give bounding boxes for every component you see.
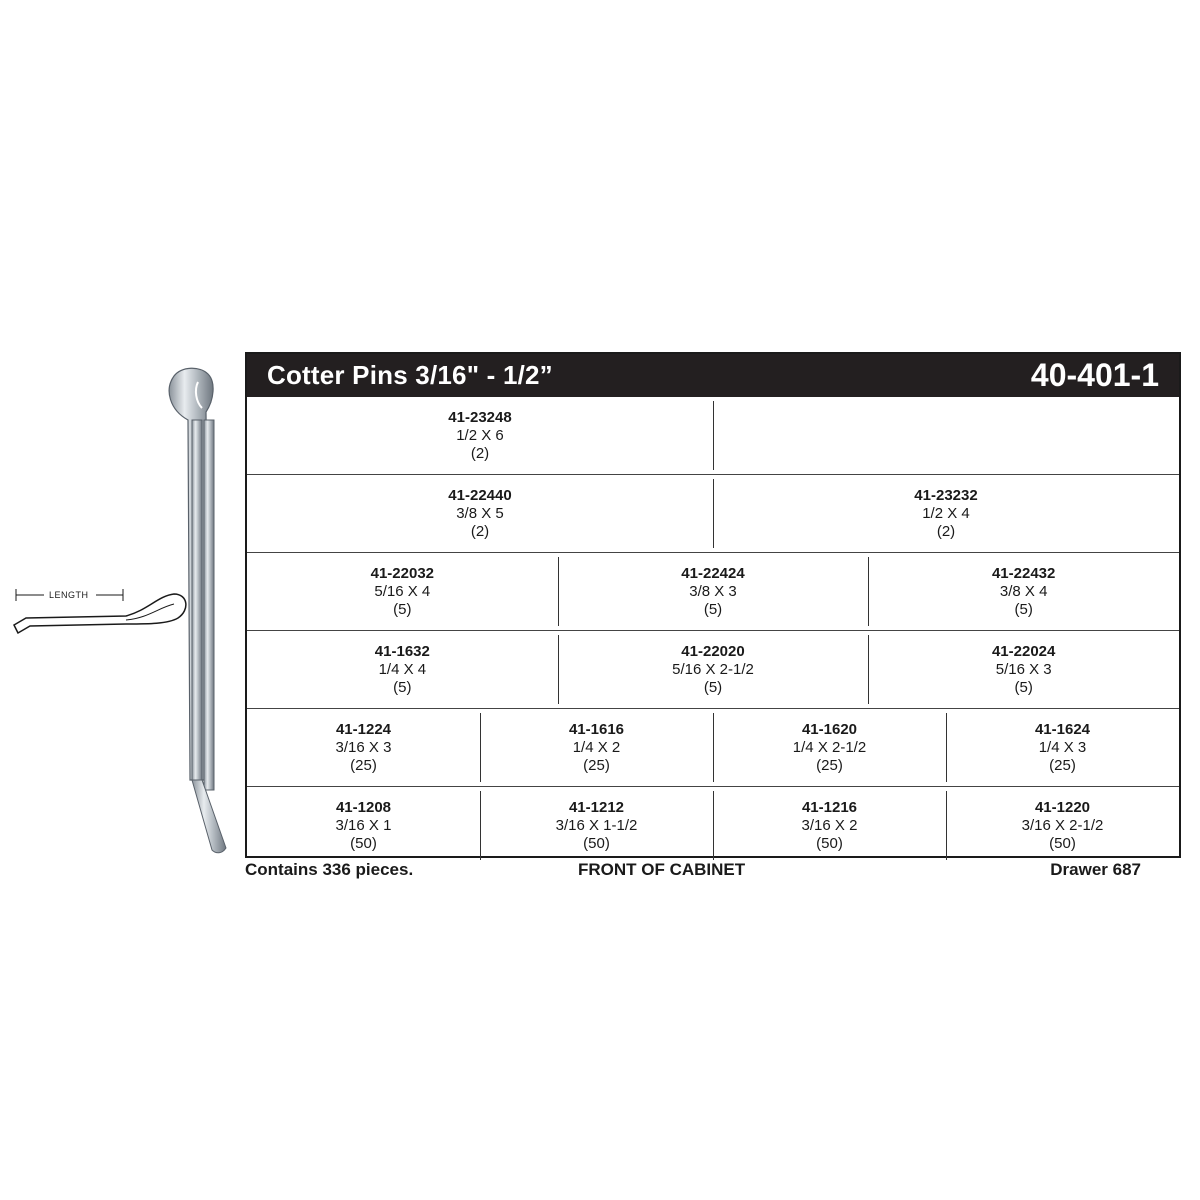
compartment-cell [247, 631, 558, 708]
item-quantity: (50) [816, 834, 843, 852]
item-size: 1/2 X 6 [456, 426, 504, 444]
item-size: 3/8 X 3 [689, 582, 737, 600]
item-size: 1/4 X 2-1/2 [792, 738, 867, 756]
item-quantity: (25) [350, 756, 377, 774]
compartment-cell [868, 631, 1179, 708]
compartment-cell [946, 787, 1179, 864]
compartment-row [247, 397, 1179, 474]
item-code: 41-1224 [335, 720, 392, 738]
compartment-cell [713, 787, 946, 864]
cabinet-orientation: FRONT OF CABINET [578, 860, 746, 879]
item-code: 41-22024 [991, 642, 1056, 660]
item-code: 41-22424 [681, 564, 745, 582]
item-quantity: (50) [1049, 834, 1076, 852]
item-quantity: (50) [583, 834, 610, 852]
chart-footer [245, 860, 1145, 882]
compartment-cell [713, 709, 946, 786]
item-quantity: (2) [936, 522, 956, 540]
item-code: 41-1620 [801, 720, 858, 738]
compartment-cell [480, 709, 713, 786]
item-size: 3/16 X 3 [335, 738, 392, 756]
item-size: 3/8 X 5 [456, 504, 504, 522]
piece-count: Contains 336 pieces. [245, 860, 414, 879]
item-code: 41-1212 [568, 798, 625, 816]
item-code: 41-1632 [374, 642, 430, 660]
item-quantity: (5) [703, 678, 723, 696]
drawer-number: Drawer 687 [1050, 860, 1141, 879]
item-quantity: (50) [350, 834, 377, 852]
item-code: 41-22032 [370, 564, 435, 582]
compartment-row [247, 630, 1179, 708]
compartment-cell [247, 709, 480, 786]
compartment-row [247, 786, 1179, 864]
item-size: 1/4 X 2 [572, 738, 621, 756]
item-size: 3/16 X 1-1/2 [555, 816, 638, 834]
item-code: 41-1624 [1034, 720, 1091, 738]
length-diagram [8, 580, 198, 640]
compartment-cell [946, 709, 1179, 786]
compartment-cell [558, 553, 869, 630]
item-size: 1/4 X 3 [1038, 738, 1087, 756]
item-size: 3/8 X 4 [999, 582, 1048, 600]
drawer-chart [245, 352, 1181, 858]
item-code: 41-22440 [448, 486, 512, 504]
item-quantity: (5) [1014, 678, 1033, 696]
item-quantity: (5) [1014, 600, 1033, 618]
chart-header [247, 354, 1179, 397]
chart-title: Cotter Pins 3/16" - 1/2” [267, 360, 553, 390]
item-size: 5/16 X 2-1/2 [672, 660, 754, 678]
item-quantity: (2) [470, 444, 490, 462]
item-code: 41-22020 [681, 642, 745, 660]
item-size: 3/16 X 2 [801, 816, 858, 834]
item-quantity: (5) [393, 678, 412, 696]
compartment-cell [247, 397, 713, 474]
item-quantity: (5) [703, 600, 723, 618]
compartment-rows [247, 397, 1179, 864]
compartment-row [247, 552, 1179, 630]
length-label: LENGTH [46, 590, 92, 600]
cabinet-part-number: 40-401-1 [1030, 357, 1159, 393]
item-code: 41-1216 [801, 798, 858, 816]
compartment-cell-empty [713, 397, 1179, 474]
item-size: 5/16 X 4 [374, 582, 431, 600]
item-code: 41-23232 [914, 486, 978, 504]
item-quantity: (25) [816, 756, 843, 774]
item-code: 41-23248 [448, 408, 512, 426]
item-code: 41-22432 [991, 564, 1056, 582]
compartment-cell [247, 475, 713, 552]
compartment-cell [558, 631, 869, 708]
compartment-cell [247, 553, 558, 630]
item-size: 5/16 X 3 [995, 660, 1052, 678]
item-quantity: (2) [470, 522, 490, 540]
item-code: 41-1208 [335, 798, 392, 816]
compartment-cell [713, 475, 1179, 552]
item-code: 41-1220 [1034, 798, 1091, 816]
compartment-cell [868, 553, 1179, 630]
item-size: 3/16 X 1 [335, 816, 392, 834]
compartment-row [247, 708, 1179, 786]
compartment-cell [480, 787, 713, 864]
item-quantity: (25) [1049, 756, 1076, 774]
item-code: 41-1616 [568, 720, 625, 738]
item-size: 1/2 X 4 [922, 504, 970, 522]
item-quantity: (25) [583, 756, 610, 774]
item-size: 3/16 X 2-1/2 [1021, 816, 1104, 834]
compartment-row [247, 474, 1179, 552]
item-size: 1/4 X 4 [378, 660, 427, 678]
item-quantity: (5) [393, 600, 412, 618]
compartment-cell [247, 787, 480, 864]
